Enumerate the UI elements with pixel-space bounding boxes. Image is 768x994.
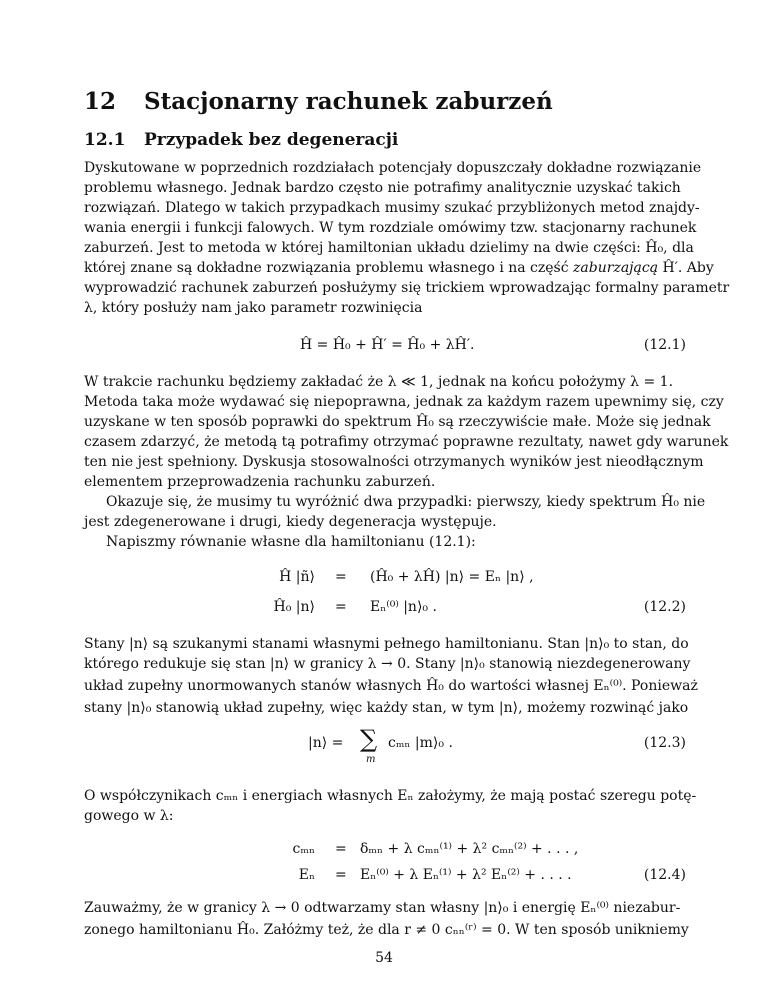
- equation-number: (12.2): [643, 599, 686, 615]
- section-title: Przypadek bez degeneracji: [144, 130, 399, 150]
- text-span: Ĥ′. Aby: [662, 260, 714, 276]
- paragraph-line: gowego w λ:: [84, 808, 174, 824]
- paragraph-line: układ zupełny unormowanych stanów własnych Ĥ₀ do wartości własnej Eₙ⁽⁰⁾. Ponieważ: [84, 678, 698, 694]
- paragraph-line: O współczynikach cₘₙ i energiach własnych Eₙ założymy, że mają postać szeregu potę-: [84, 788, 697, 804]
- paragraph-line: uzyskane w ten sposób poprawki do spektrum Ĥ₀ są rzeczywiście małe. Może się jednak: [84, 414, 711, 430]
- equation-lhs: |n⟩ =: [308, 735, 344, 751]
- chapter-heading: [84, 88, 553, 115]
- paragraph-line: ten nie jest spełniony. Dyskusja stosowalności otrzymanych wyników jest nieodłącznym: [84, 454, 704, 470]
- equation-number: (12.1): [643, 337, 686, 353]
- paragraph-line: problemu własnego. Jednak bardzo często nie potrafimy analitycznie uzyskać takich: [84, 180, 681, 196]
- equation-rhs: cₘₙ |m⟩₀ .: [388, 735, 453, 751]
- equation-rhs: Eₙ⁽⁰⁾ + λ Eₙ⁽¹⁾ + λ² Eₙ⁽²⁾ + . . . .: [360, 867, 572, 883]
- paragraph-line: W trakcie rachunku będziemy zakładać że λ ≪ 1, jednak na końcu położymy λ = 1.: [84, 374, 674, 390]
- equation-lhs: Ĥ |ñ⟩: [279, 569, 315, 585]
- equation-lhs: cₘₙ: [292, 841, 315, 857]
- equation-sign: =: [335, 569, 347, 585]
- equation-number: (12.3): [643, 735, 686, 751]
- equation-rhs: δₘₙ + λ cₘₙ⁽¹⁾ + λ² cₘₙ⁽²⁾ + . . . ,: [360, 841, 579, 857]
- paragraph-line: czasem zdarzyć, że metodą tą potrafimy otrzymać poprawne rezultaty, nawet gdy warunek: [84, 434, 729, 450]
- text-span: której znane są dokładne rozwiązania problemu własnego i na część: [84, 260, 569, 276]
- emphasis-text: zaburzającą: [573, 260, 659, 276]
- sum-symbol: ∑: [360, 725, 378, 753]
- paragraph-line: wania energii i funkcji falowych. W tym rozdziale omówimy tzw. stacjonarny rachunek: [84, 220, 697, 236]
- equation-rhs: (Ĥ₀ + λĤ) |n⟩ = Eₙ |n⟩ ,: [370, 569, 534, 585]
- paragraph-line: którego redukuje się stan |n⟩ w granicy λ → 0. Stany |n⟩₀ stanowią niezdegenerowany: [84, 656, 691, 672]
- paragraph-line: λ, który posłuży nam jako parametr rozwinięcia: [84, 300, 423, 316]
- paragraph-line: rozwiązań. Dlatego w takich przypadkach musimy szukać przybliżonych metod znajdy-: [84, 200, 700, 216]
- equation-number: (12.4): [643, 867, 686, 883]
- page-number: 54: [375, 950, 393, 966]
- paragraph-line: Dyskutowane w poprzednich rozdziałach potencjały dopuszczały dokładne rozwiązanie: [84, 160, 702, 176]
- paragraph-line: stany |n⟩₀ stanowią układ zupełny, więc każdy stan, w tym |n⟩, możemy rozwinąć jako: [84, 700, 689, 716]
- paragraph-line: zaburzeń. Jest to metoda w której hamiltonian układu dzielimy na dwie części: Ĥ₀, dla: [84, 240, 694, 256]
- equation-12-1: Ĥ = Ĥ₀ + Ĥ′ = Ĥ₀ + λĤ′.: [300, 337, 475, 353]
- paragraph-line: [84, 258, 714, 278]
- paragraph-line: zonego hamiltonianu Ĥ₀. Załóżmy też, że dla r ≠ 0 cₙₙ⁽ʳ⁾ = 0. W ten sposób unikniemy: [84, 922, 689, 938]
- paragraph-line: elementem przeprowadzenia rachunku zaburzeń.: [84, 474, 436, 490]
- chapter-number: 12: [84, 88, 117, 115]
- section-number: 12.1: [84, 130, 126, 150]
- section-heading: [84, 130, 398, 150]
- chapter-title: Stacjonarny rachunek zaburzeń: [144, 88, 553, 115]
- sum-index: m: [366, 754, 376, 765]
- equation-lhs: Eₙ: [298, 867, 315, 883]
- equation-sign: =: [335, 599, 347, 615]
- paragraph-line: jest zdegenerowane i drugi, kiedy degeneracja występuje.: [84, 514, 497, 530]
- paragraph-line: Napiszmy równanie własne dla hamiltonianu (12.1):: [106, 534, 476, 550]
- paragraph-line: Metoda taka może wydawać się niepoprawna, jednak za każdym razem upewnimy się, czy: [84, 394, 724, 410]
- equation-sign: =: [335, 841, 347, 857]
- equation-rhs: Eₙ⁽⁰⁾ |n⟩₀ .: [370, 599, 437, 615]
- paragraph-line: Okazuje się, że musimy tu wyróżnić dwa przypadki: pierwszy, kiedy spektrum Ĥ₀ nie: [106, 494, 706, 510]
- paragraph-line: Stany |n⟩ są szukanymi stanami własnymi pełnego hamiltonianu. Stan |n⟩₀ to stan, do: [84, 636, 689, 652]
- paragraph-line: wyprowadzić rachunek zaburzeń posłużymy się trickiem wprowadzając formalny parametr: [84, 280, 730, 296]
- equation-sign: =: [335, 867, 347, 883]
- paragraph-line: Zauważmy, że w granicy λ → 0 odtwarzamy stan własny |n⟩₀ i energię Eₙ⁽⁰⁾ niezabur-: [84, 900, 681, 916]
- equation-lhs: Ĥ₀ |n⟩: [273, 599, 315, 615]
